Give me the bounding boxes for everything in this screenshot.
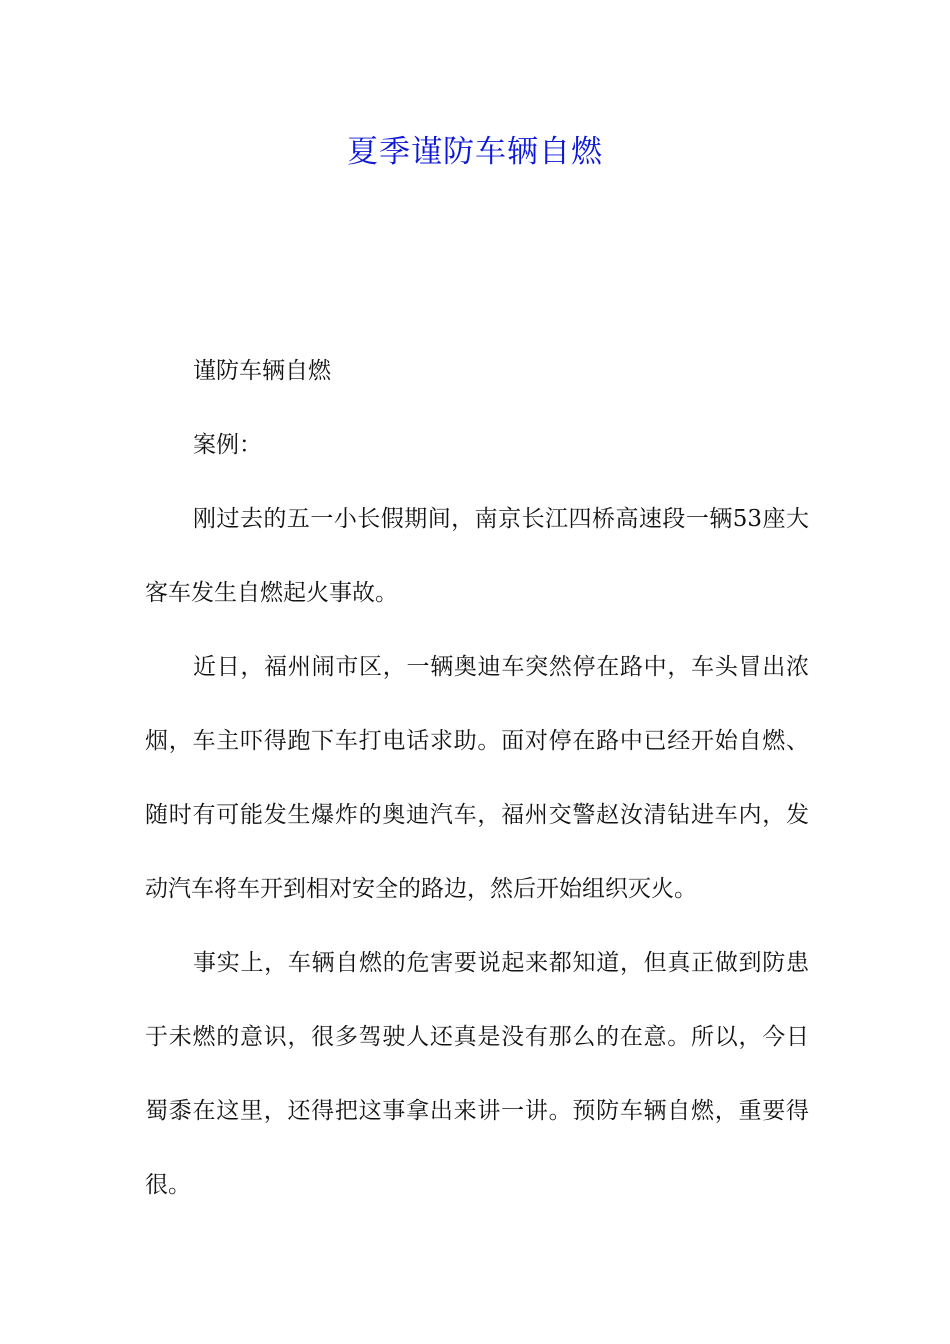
paragraph-case-1: 刚过去的五一小长假期间，南京长江四桥高速段一辆53座大客车发生自燃起火事故。 [145,506,809,606]
document-title: 夏季谨防车辆自燃 [347,134,603,170]
paragraph-case-2: 近日，福州闹市区，一辆奥迪车突然停在路中，车头冒出浓烟，车主吓得跑下车打电话求助。面对停在路中已经开始自燃、随时有可能发生爆炸的奥迪汽车，福州交警赵汝清钻进车内，发动汽车将车开到相对安全的路边，然后开始组织灭火。 [145,654,809,902]
paragraph-subtitle: 谨防车辆自燃 [193,358,331,384]
paragraph-case-label: 案例： [193,432,262,458]
paragraph-commentary: 事实上，车辆自燃的危害要说起来都知道，但真正做到防患于未燃的意识，很多驾驶人还真是没有那么的在意。所以，今日蜀黍在这里，还得把这事拿出来讲一讲。预防车辆自燃，重要得很。 [145,950,809,1198]
document-body [145,334,809,1222]
